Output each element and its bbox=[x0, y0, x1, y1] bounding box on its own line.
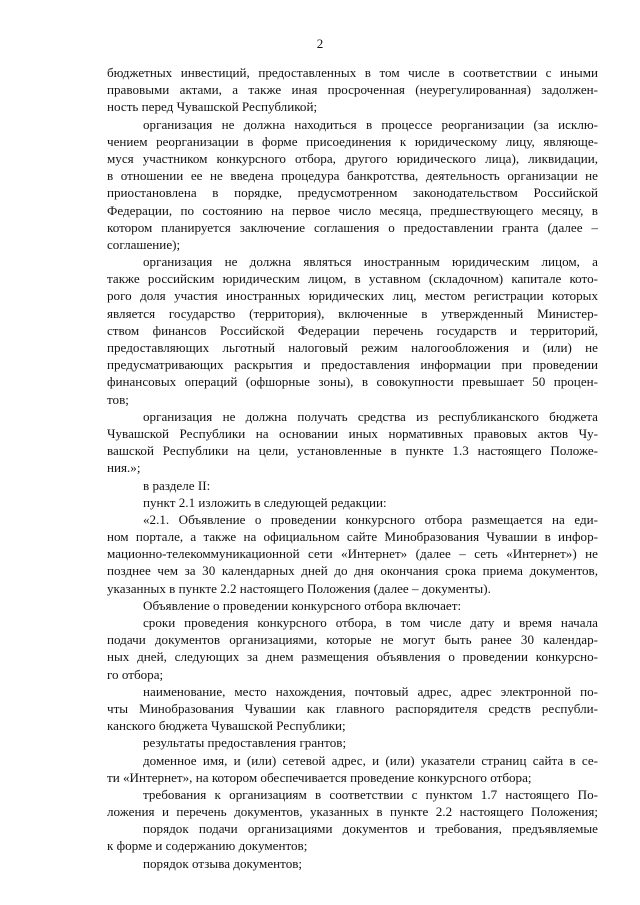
text-line: предусматривающих раскрытия и предоставления информации при проведении bbox=[107, 357, 598, 373]
text-line: ность перед Чувашской Республикой; bbox=[107, 99, 318, 115]
text-line: наименование, место нахождения, почтовый адрес, адрес электронной по- bbox=[143, 683, 598, 699]
text-line: муся участником конкурсного отбора, другого юридического лица), ликвидации, bbox=[107, 150, 598, 166]
text-line: организация не должна находиться в процессе реорганизации (за исклю- bbox=[143, 116, 598, 132]
text-line: пункт 2.1 изложить в следующей редакции: bbox=[143, 494, 387, 510]
text-line: Федерации, по состоянию на первое число месяца, предшествующего месяцу, в bbox=[107, 202, 598, 218]
text-line: котором планируется заключение соглашения о предоставлении гранта (далее – bbox=[107, 219, 598, 235]
text-line: порядок подачи организациями документов и требования, предъявляемые bbox=[143, 821, 598, 837]
document-body bbox=[107, 64, 598, 872]
text-line: вашской Республики на цели, установленные в пункте 1.3 настоящего Положе- bbox=[107, 443, 598, 459]
text-line: тов; bbox=[107, 391, 129, 407]
page-number: 2 bbox=[316, 36, 324, 51]
text-line: позднее чем за 30 календарных дней до дня окончания срока приема документов, bbox=[107, 563, 598, 579]
text-line: подачи документов организациями, которые не могут быть ранее 30 календар- bbox=[107, 632, 598, 648]
text-line: финансовых операций (офшорные зоны), в совокупности превышает 50 процен- bbox=[107, 374, 598, 390]
text-line: канского бюджета Чувашской Республики; bbox=[107, 718, 346, 734]
text-line: ложения и перечень документов, указанных в пункте 2.2 настоящего Положения; bbox=[107, 804, 598, 820]
text-line: предоставляющих льготный налоговый режим налогообложения и (или) не bbox=[107, 340, 598, 355]
text-line: также российским юридическим лицом, в уставном (складочном) капитале кото- bbox=[107, 271, 598, 287]
text-line: приостановлена в порядке, предусмотренном законодательством Российской bbox=[107, 185, 598, 201]
text-line: «2.1. Объявление о проведении конкурсного отбора размещается на еди- bbox=[143, 511, 598, 527]
text-line: результаты предоставления грантов; bbox=[143, 735, 347, 751]
text-line: сроки проведения конкурсного отбора, в том числе дату и время начала bbox=[143, 615, 598, 630]
text-line: чением реорганизации в форме присоединения к юридическому лицу, являюще- bbox=[107, 133, 598, 149]
text-line: соглашение); bbox=[107, 236, 181, 252]
text-line: к форме и содержанию документов; bbox=[107, 838, 308, 854]
text-line: Объявление о проведении конкурсного отбора включает: bbox=[143, 597, 462, 613]
text-line: организация не должна являться иностранным юридическим лицом, а bbox=[143, 254, 598, 270]
text-line: в отношении ее не введена процедура банкротства, деятельность организации не bbox=[107, 168, 598, 184]
text-line: ном портале, а также на официальном сайте Минобразования Чувашии в инфор- bbox=[107, 529, 598, 545]
text-line: мационно-телекоммуникационной сети «Интернет» (далее – сеть «Интернет») не bbox=[107, 546, 598, 562]
text-line: правовыми актами, а также иная просроченная (неурегулированная) задолжен- bbox=[107, 82, 598, 98]
text-line: указанных в пункте 2.2 настоящего Положения (далее – документы). bbox=[107, 580, 491, 596]
text-line: требования к организациям в соответствии с пунктом 1.7 настоящего По- bbox=[143, 786, 598, 802]
text-line: чты Минобразования Чувашии как главного распорядителя средств республи- bbox=[107, 700, 598, 716]
text-line: доменное имя, и (или) сетевой адрес, и (или) указатели страниц сайта в се- bbox=[143, 752, 598, 768]
text-line: организация не должна получать средства из республиканского бюджета bbox=[143, 408, 598, 424]
text-line: порядок отзыва документов; bbox=[143, 855, 303, 871]
text-line: является государство (территория), включенные в утвержденный Министер- bbox=[107, 305, 598, 321]
text-line: в разделе II: bbox=[143, 477, 211, 493]
text-line: рого доля участия иностранных юридических лиц, местом регистрации которых bbox=[107, 288, 598, 304]
text-line: Чувашской Республики на основании иных нормативных правовых актов Чу- bbox=[107, 425, 598, 441]
text-line: бюджетных инвестиций, предоставленных в том числе в соответствии с иными bbox=[107, 65, 598, 80]
text-line: ния.»; bbox=[107, 460, 141, 476]
text-line: ных дней, следующих за днем размещения объявления о проведении конкурсно- bbox=[107, 649, 598, 665]
text-line: го отбора; bbox=[107, 666, 164, 682]
text-line: ством финансов Российской Федерации перечень государств и территорий, bbox=[107, 322, 598, 338]
text-line: ти «Интернет», на котором обеспечивается проведение конкурсного отбора; bbox=[107, 769, 532, 785]
